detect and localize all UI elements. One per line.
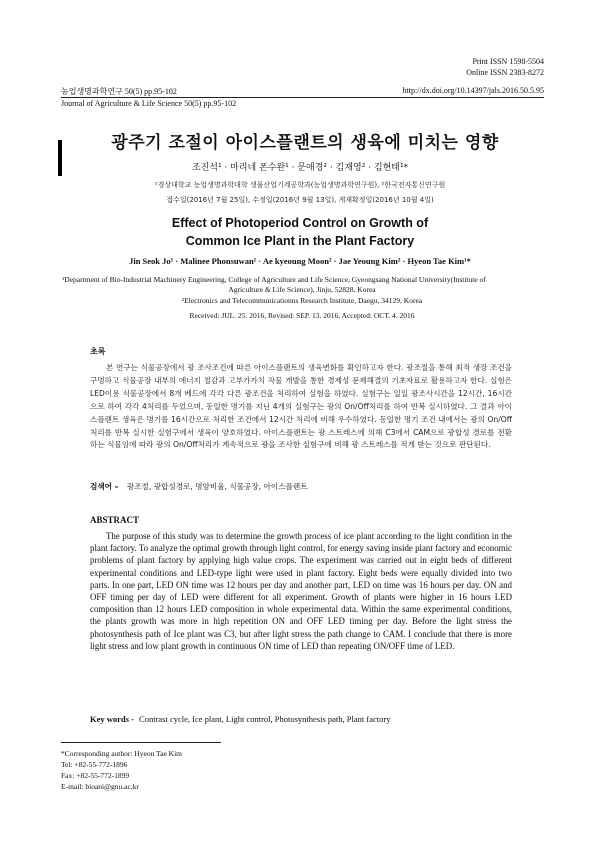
authors-korean: 조진석¹ · 마리네 폰수완¹ · 문애경² · 김재영² · 김현태¹*	[191, 163, 409, 173]
fax: Fax: +82-55-772-1899	[61, 771, 130, 780]
keywords-korean	[90, 481, 308, 492]
dates-korean: 접수일(2016년 7월 25일), 수정일(2016년 9월 13일), 게재확정일(2016년 10월 4일)	[166, 196, 434, 204]
telephone: Tel: +82-55-772-1896	[61, 760, 128, 769]
abstract-english: The purpose of this study was to determine the growth process of ice plant according to the light condition in the plant factory. To analyze the optimal growth through light control, for energy saving inside plant factory and economic problems of plant factory by applying high value crops. The experiment was carried out in eight beds of different experimental conditions and LED-type light were used in plant factory. Eight beds were equally divided into two parts. In one part, LED ON time was 12 hours per day and another part, LED on time was 16 hours per day. ON and OFF timing per day of LED were different for all experiment. Growth of plants were higher in 16 hours LED composition than 12 hours LED composition in whole experimental data. Within the same experimental conditions, the plants growth was more in high repetition ON and OFF LED timing per day. Before the light stress the photosynthesis path of Ice plant was C3, but after light stress the path change to CAM. I conclude that there is more light stress and low plant growth in continuous ON time of LED than repeating ON/OFF time of LED.	[90, 531, 512, 651]
header-rule	[61, 97, 544, 98]
journal-english: Journal of Agriculture & Life Science 50(5) pp.95-102	[61, 99, 237, 108]
footnote	[61, 748, 182, 792]
keywords-english-label: Key words -	[90, 714, 134, 724]
authors-english: Jin Seok Jo¹ · Malinee Phonsuwan¹ · Ae kyeoung Moon² · Jae Yeoung Kim² · Hyeon Tae Kim¹*	[129, 256, 471, 266]
email[interactable]: E-mail: bioani@gnu.ac.kr	[61, 782, 139, 791]
keywords-korean-label: 검색어 –	[90, 482, 119, 491]
print-issn: Print ISSN 1598-5504	[472, 57, 544, 66]
affiliation-english-2: Agriculture & Life Science), Jinju, 52828, Korea	[228, 285, 376, 294]
keywords-korean-list: 광조절, 광합성경로, 명암비율, 식물공장, 아이스플랜트	[126, 482, 308, 491]
affiliation-english-3: ²Electronics and Telecommunicationns Research Institute, Daegu, 34129, Korea	[181, 296, 423, 305]
footnote-rule	[61, 742, 221, 743]
journal-korean: 농업생명과학연구 50(5) pp.95-102	[61, 87, 177, 96]
dates-english: Received: JUL. 25. 2016, Revised: SEP. 13. 2016, Accepted: OCT. 4. 2016	[189, 311, 415, 320]
abstract-korean-heading: 초록	[90, 347, 106, 356]
title-korean: 광주기 조절이 아이스플랜트의 생육에 미치는 영향	[111, 133, 499, 153]
corresponding-author: *Corresponding author: Hyeon Tae Kim	[61, 749, 182, 758]
online-issn: Online ISSN 2383-8272	[466, 68, 544, 77]
title-english-line1: Effect of Photoperiod Control on Growth of	[171, 216, 429, 230]
affiliation-korean: ¹경상대학교 농업생명과학대학 생물산업기계공학과(농업생명과학연구원), ²한국전자통신연구원	[154, 181, 446, 189]
title-english-line2: Common Ice Plant in the Plant Factory	[185, 234, 415, 248]
abstract-korean: 본 연구는 식물공장에서 광 조사조건에 따른 아이스플랜트의 생육변화를 확인하고자 한다. 광조절을 통해 최적 생장 조건을 구명하고 식물공장 내부의 에너지 절감과 고부가가치 작물 개발을 통한 경제성 문제해결의 기초자료로 활용하고자 한다. 실험은 LED이용 식물공장에서 8개 베드에 각각 다른 광조건을 처리하여 실험을 하였다. 실험구는 일일 광조사시간을 12시간, 16시간으로 하여 각각 4처리를 두었으며, 동일한 명기를 지닌 4개의 실험구는 광의 On/Off처리를 하여 반복 실시하였다. 그 결과 아이스플랜트 생육은 명기를 16시간으로 처리한 조건에서 12시간 처리에 비해 우수하였다. 동일한 명기 조건 내에서는 광의 On/Off처리를 반복 실시한 실험구에서 생육이 양호하였다. 아이스플랜트는 광 스트레스에 의해 C3에서 CAM으로 광합성 경로를 전환하는 식물임에 따라 광의 On/Off처리가 계속적으로 광을 조사한 실험구에 비해 광 스트레스를 적게 받는 것으로 판단된다.	[90, 363, 512, 450]
affiliation-english-1: ¹Department of Bio-Industrial Machinery Engineering, College of Agriculture and Life Science, Gyeongsang National University(Institute of	[62, 275, 486, 284]
abstract-english-heading: ABSTRACT	[90, 515, 140, 525]
keywords-english	[90, 714, 390, 724]
doi-link[interactable]: http://dx.doi.org/10.14397/jals.2016.50.5.95	[402, 86, 544, 95]
keywords-english-list: Contrast cycle, Ice plant, Light control, Photosynthesis path, Plant factory	[139, 714, 391, 724]
